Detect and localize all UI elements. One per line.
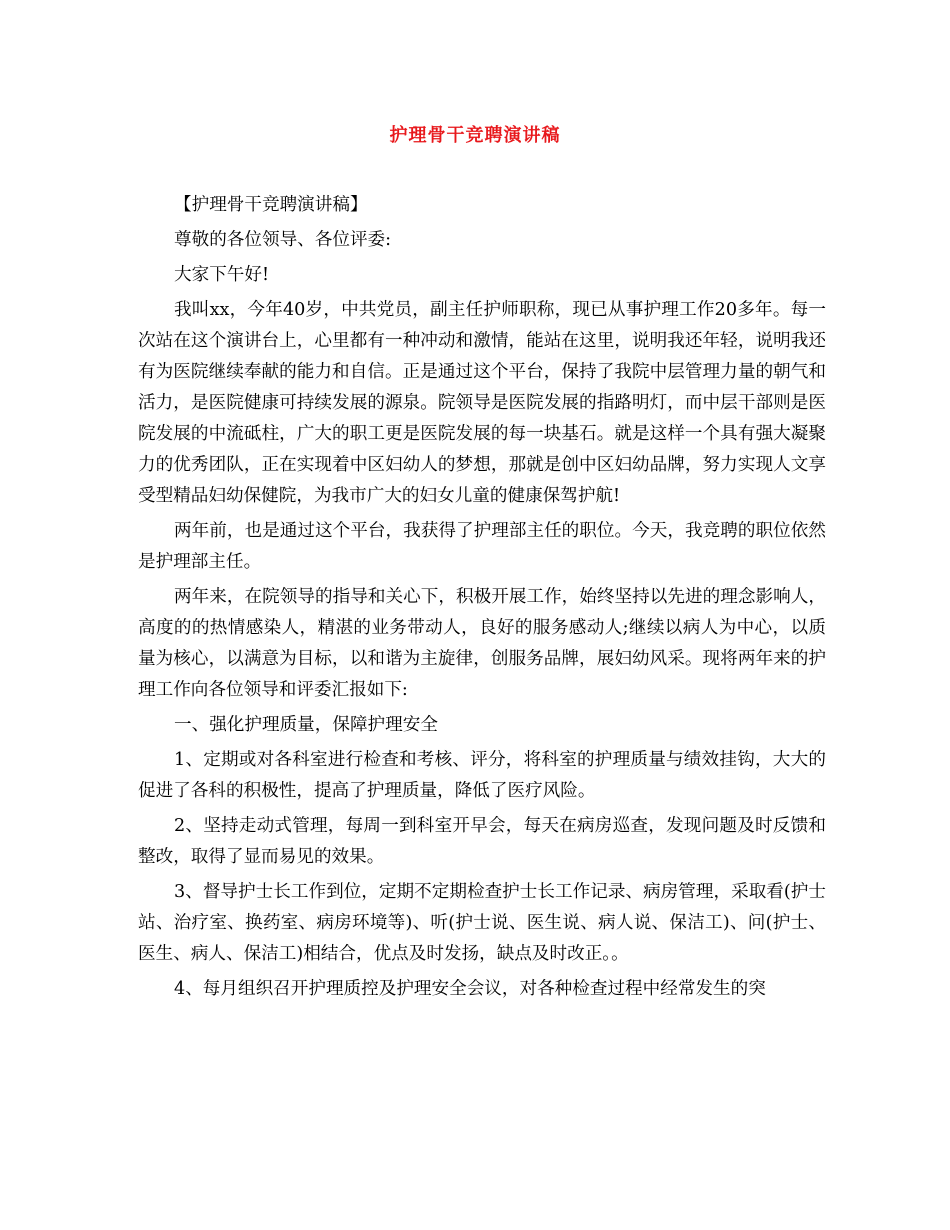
paragraph-section-heading: 一、强化护理质量，保障护理安全 <box>174 715 438 735</box>
paragraph-item-4: 4、每月组织召开护理质控及护理安全会议，对各种检查过程中经常发生的突 <box>174 979 766 999</box>
paragraph-introduction: 我叫xx，今年40岁，中共党员，副主任护师职称，现已从事护理工作20多年。每一次站在这个演讲台上，心里都有一种冲动和激情，能站在这里，说明我还年轻，说明我还有为医院继续奉献的能力和自信。正是通过这个平台，保持了我院中层管理力量的朝气和活力，是医院健康可持续发展的源泉。院领导是医院发展的指路明灯，而中层干部则是医院发展的中流砥柱，广大的职工更是医院发展的每一块基石。就是这样一个具有强大凝聚力的优秀团队，正在实现着中区妇幼人的梦想，那就是创中区妇幼品牌，努力实现人文享受型精品妇幼保健院，为我市广大的妇女儿童的健康保驾护航! <box>138 300 826 506</box>
paragraph-position: 两年前，也是通过这个平台，我获得了护理部主任的职位。今天，我竞聘的职位依然是护理部主任。 <box>138 521 826 572</box>
paragraph-item-3: 3、督导护士长工作到位，定期不定期检查护士长工作记录、病房管理，采取看(护士站、治疗室、换药室、病房环境等)、听(护士说、医生说、病人说、保洁工)、问(护士、医生、病人、保洁工)相结合，优点及时发扬，缺点及时改正。。 <box>138 882 826 964</box>
document-body <box>138 190 826 1009</box>
paragraph-greeting: 大家下午好! <box>174 265 270 285</box>
paragraph-salutation: 尊敬的各位领导、各位评委: <box>174 230 392 250</box>
paragraph-heading-bracket: 【护理骨干竞聘演讲稿】 <box>174 195 368 215</box>
paragraph-two-years: 两年来，在院领导的指导和关心下，积极开展工作，始终坚持以先进的理念影响人，高度的的热情感染人，精湛的业务带动人，良好的服务感动人;继续以病人为中心，以质量为核心，以满意为目标，以和谐为主旋律，创服务品牌，展妇幼风采。现将两年来的护理工作向各位领导和评委汇报如下: <box>138 587 826 700</box>
paragraph-item-2: 2、坚持走动式管理，每周一到科室开早会，每天在病房巡查，发现问题及时反馈和整改，取得了显而易见的效果。 <box>138 816 826 867</box>
document-title: 护理骨干竞聘演讲稿 <box>389 125 561 146</box>
paragraph-item-1: 1、定期或对各科室进行检查和考核、评分，将科室的护理质量与绩效挂钩，大大的促进了各科的积极性，提高了护理质量，降低了医疗风险。 <box>138 750 826 801</box>
